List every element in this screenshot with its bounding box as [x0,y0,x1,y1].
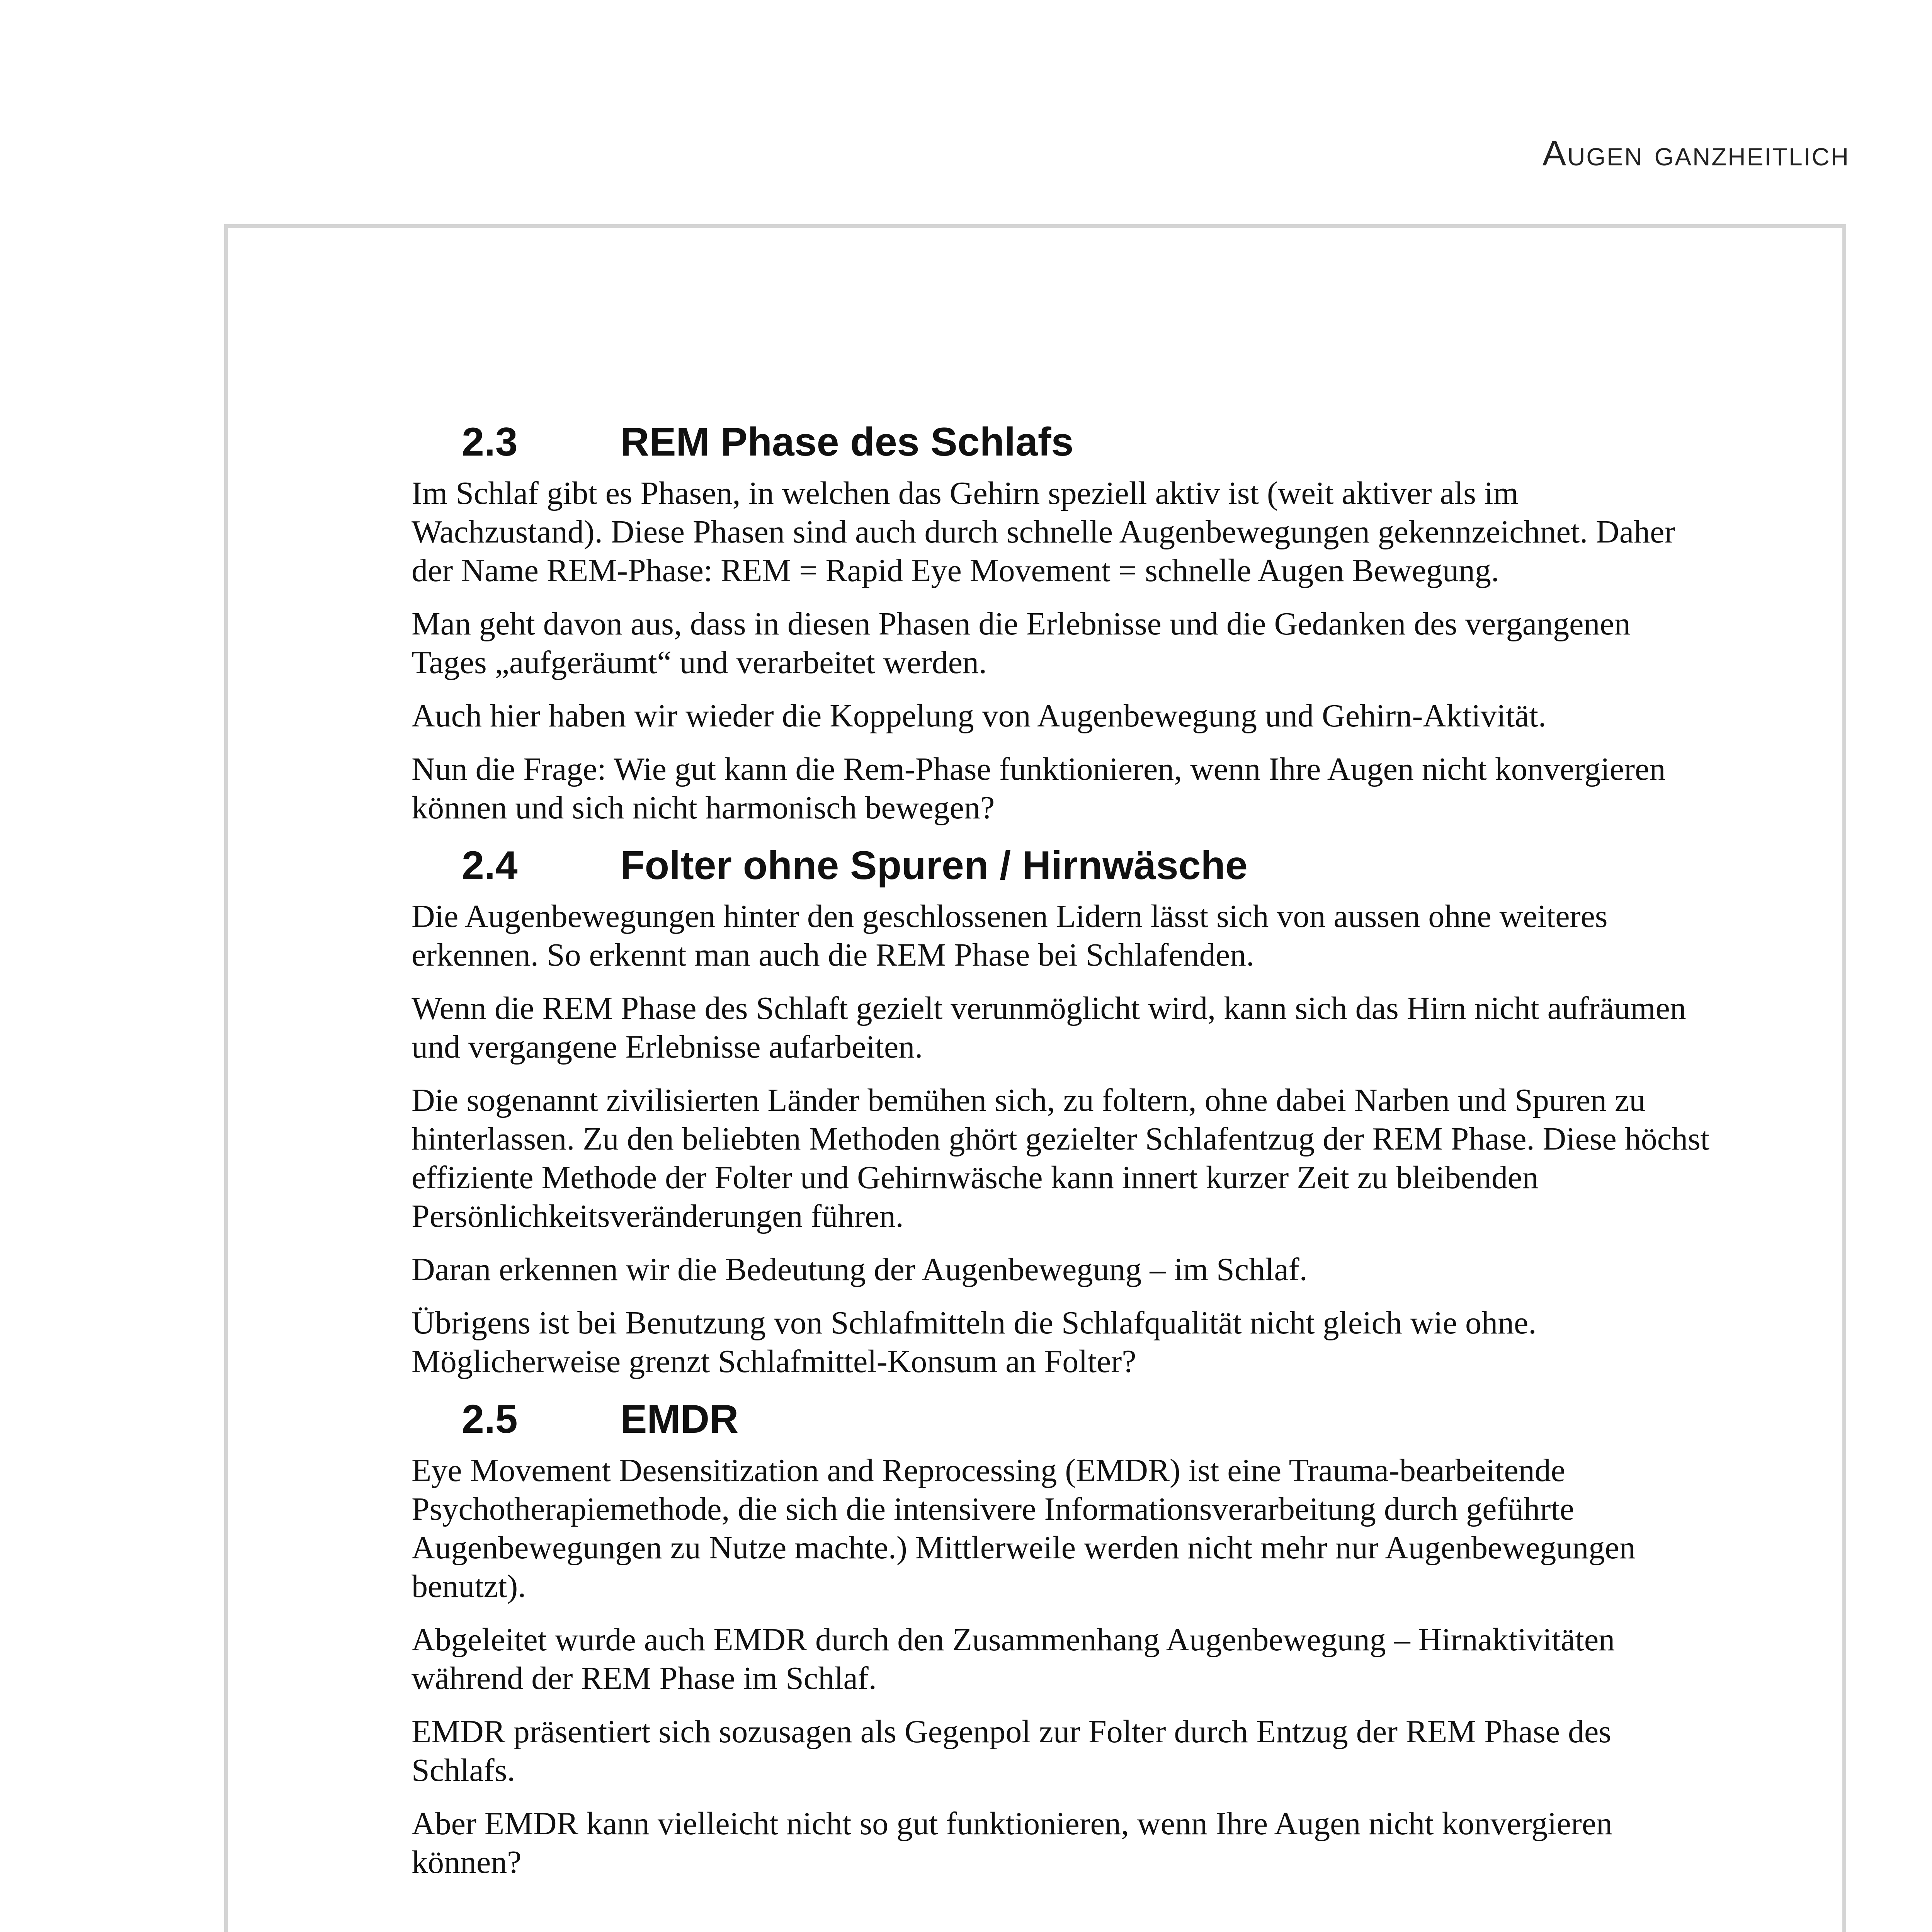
paragraph: Auch hier haben wir wieder die Koppelung von Augenbewegung und Gehirn-Aktivität. [412,697,1546,734]
section-title: REM Phase des Schlafs [620,420,1074,464]
paragraph: Die sogenannt zivilisierten Länder bemühen sich, zu foltern, ohne dabei Narben und Spuren zu hinterlassen. Zu den beliebten Methoden ghört gezielter Schlafentzug der REM Phase. Diese höchst effiziente Methode der Folter und Gehirnwäsche kann innert kurzer Zeit zu bleibenden Persönlichkeitsveränderungen führen. [412,1082,1710,1235]
section-number: 2.5 [462,1397,518,1442]
paragraph: Wenn die REM Phase des Schlaft gezielt verunmöglicht wird, kann sich das Hirn nicht aufräumen und vergangene Erlebnisse aufarbeiten. [412,990,1686,1065]
paragraph: Im Schlaf gibt es Phasen, in welchen das Gehirn speziell aktiv ist (weit aktiver als im Wachzustand). Diese Phasen sind auch durch schnelle Augenbewegungen gekennzeichnet. Daher der Name REM-Phase: REM = Rapid Eye Movement = schnelle Augen Bewegung. [412,475,1675,588]
paragraph: Man geht davon aus, dass in diesen Phasen die Erlebnisse und die Gedanken des vergangenen Tages „aufgeräumt“ und verarbeitet werden. [412,605,1631,680]
paragraph: Eye Movement Desensitization and Reprocessing (EMDR) ist eine Trauma-bearbeitende Psychotherapiemethode, die sich die intensivere Informationsverarbeitung durch geführte Augenbewegungen zu Nutze machte.) Mittlerweile werden nicht mehr nur Augenbewegungen benutzt). [412,1452,1636,1604]
section-number: 2.3 [462,420,518,464]
paragraph: Daran erkennen wir die Bedeutung der Augenbewegung – im Schlaf. [412,1252,1308,1288]
section-2-4 [412,843,1710,1381]
paragraph: Abgeleitet wurde auch EMDR durch den Zusammenhang Augenbewegung – Hirnaktivitäten während der REM Phase im Schlaf. [412,1621,1615,1696]
paragraph: Übrigens ist bei Benutzung von Schlafmitteln die Schlafqualität nicht gleich wie ohne. Möglicherweise grenzt Schlafmittel-Konsum an Folter? [412,1305,1537,1380]
paragraph: Aber EMDR kann vielleicht nicht so gut funktionieren, wenn Ihre Augen nicht konvergieren können? [412,1805,1612,1880]
page-content [412,419,1710,1896]
section-title: Folter ohne Spuren / Hirnwäsche [620,843,1248,888]
paragraph: EMDR präsentiert sich sozusagen als Gegenpol zur Folter durch Entzug der REM Phase des Schlafs. [412,1713,1611,1788]
section-heading [462,419,1710,466]
section-title: EMDR [620,1397,739,1442]
section-heading [462,1396,1710,1443]
section-2-5 [412,1396,1710,1882]
section-number: 2.4 [462,843,518,888]
section-2-3 [412,419,1710,827]
running-header: Augen ganzheitlich [1542,134,1850,173]
section-heading [462,843,1710,889]
paragraph: Nun die Frage: Wie gut kann die Rem-Phase funktionieren, wenn Ihre Augen nicht konvergieren können und sich nicht harmonisch bewegen? [412,751,1666,826]
paragraph: Die Augenbewegungen hinter den geschlossenen Lidern lässt sich von aussen ohne weiteres erkennen. So erkennt man auch die REM Phase bei Schlafenden. [412,898,1608,973]
